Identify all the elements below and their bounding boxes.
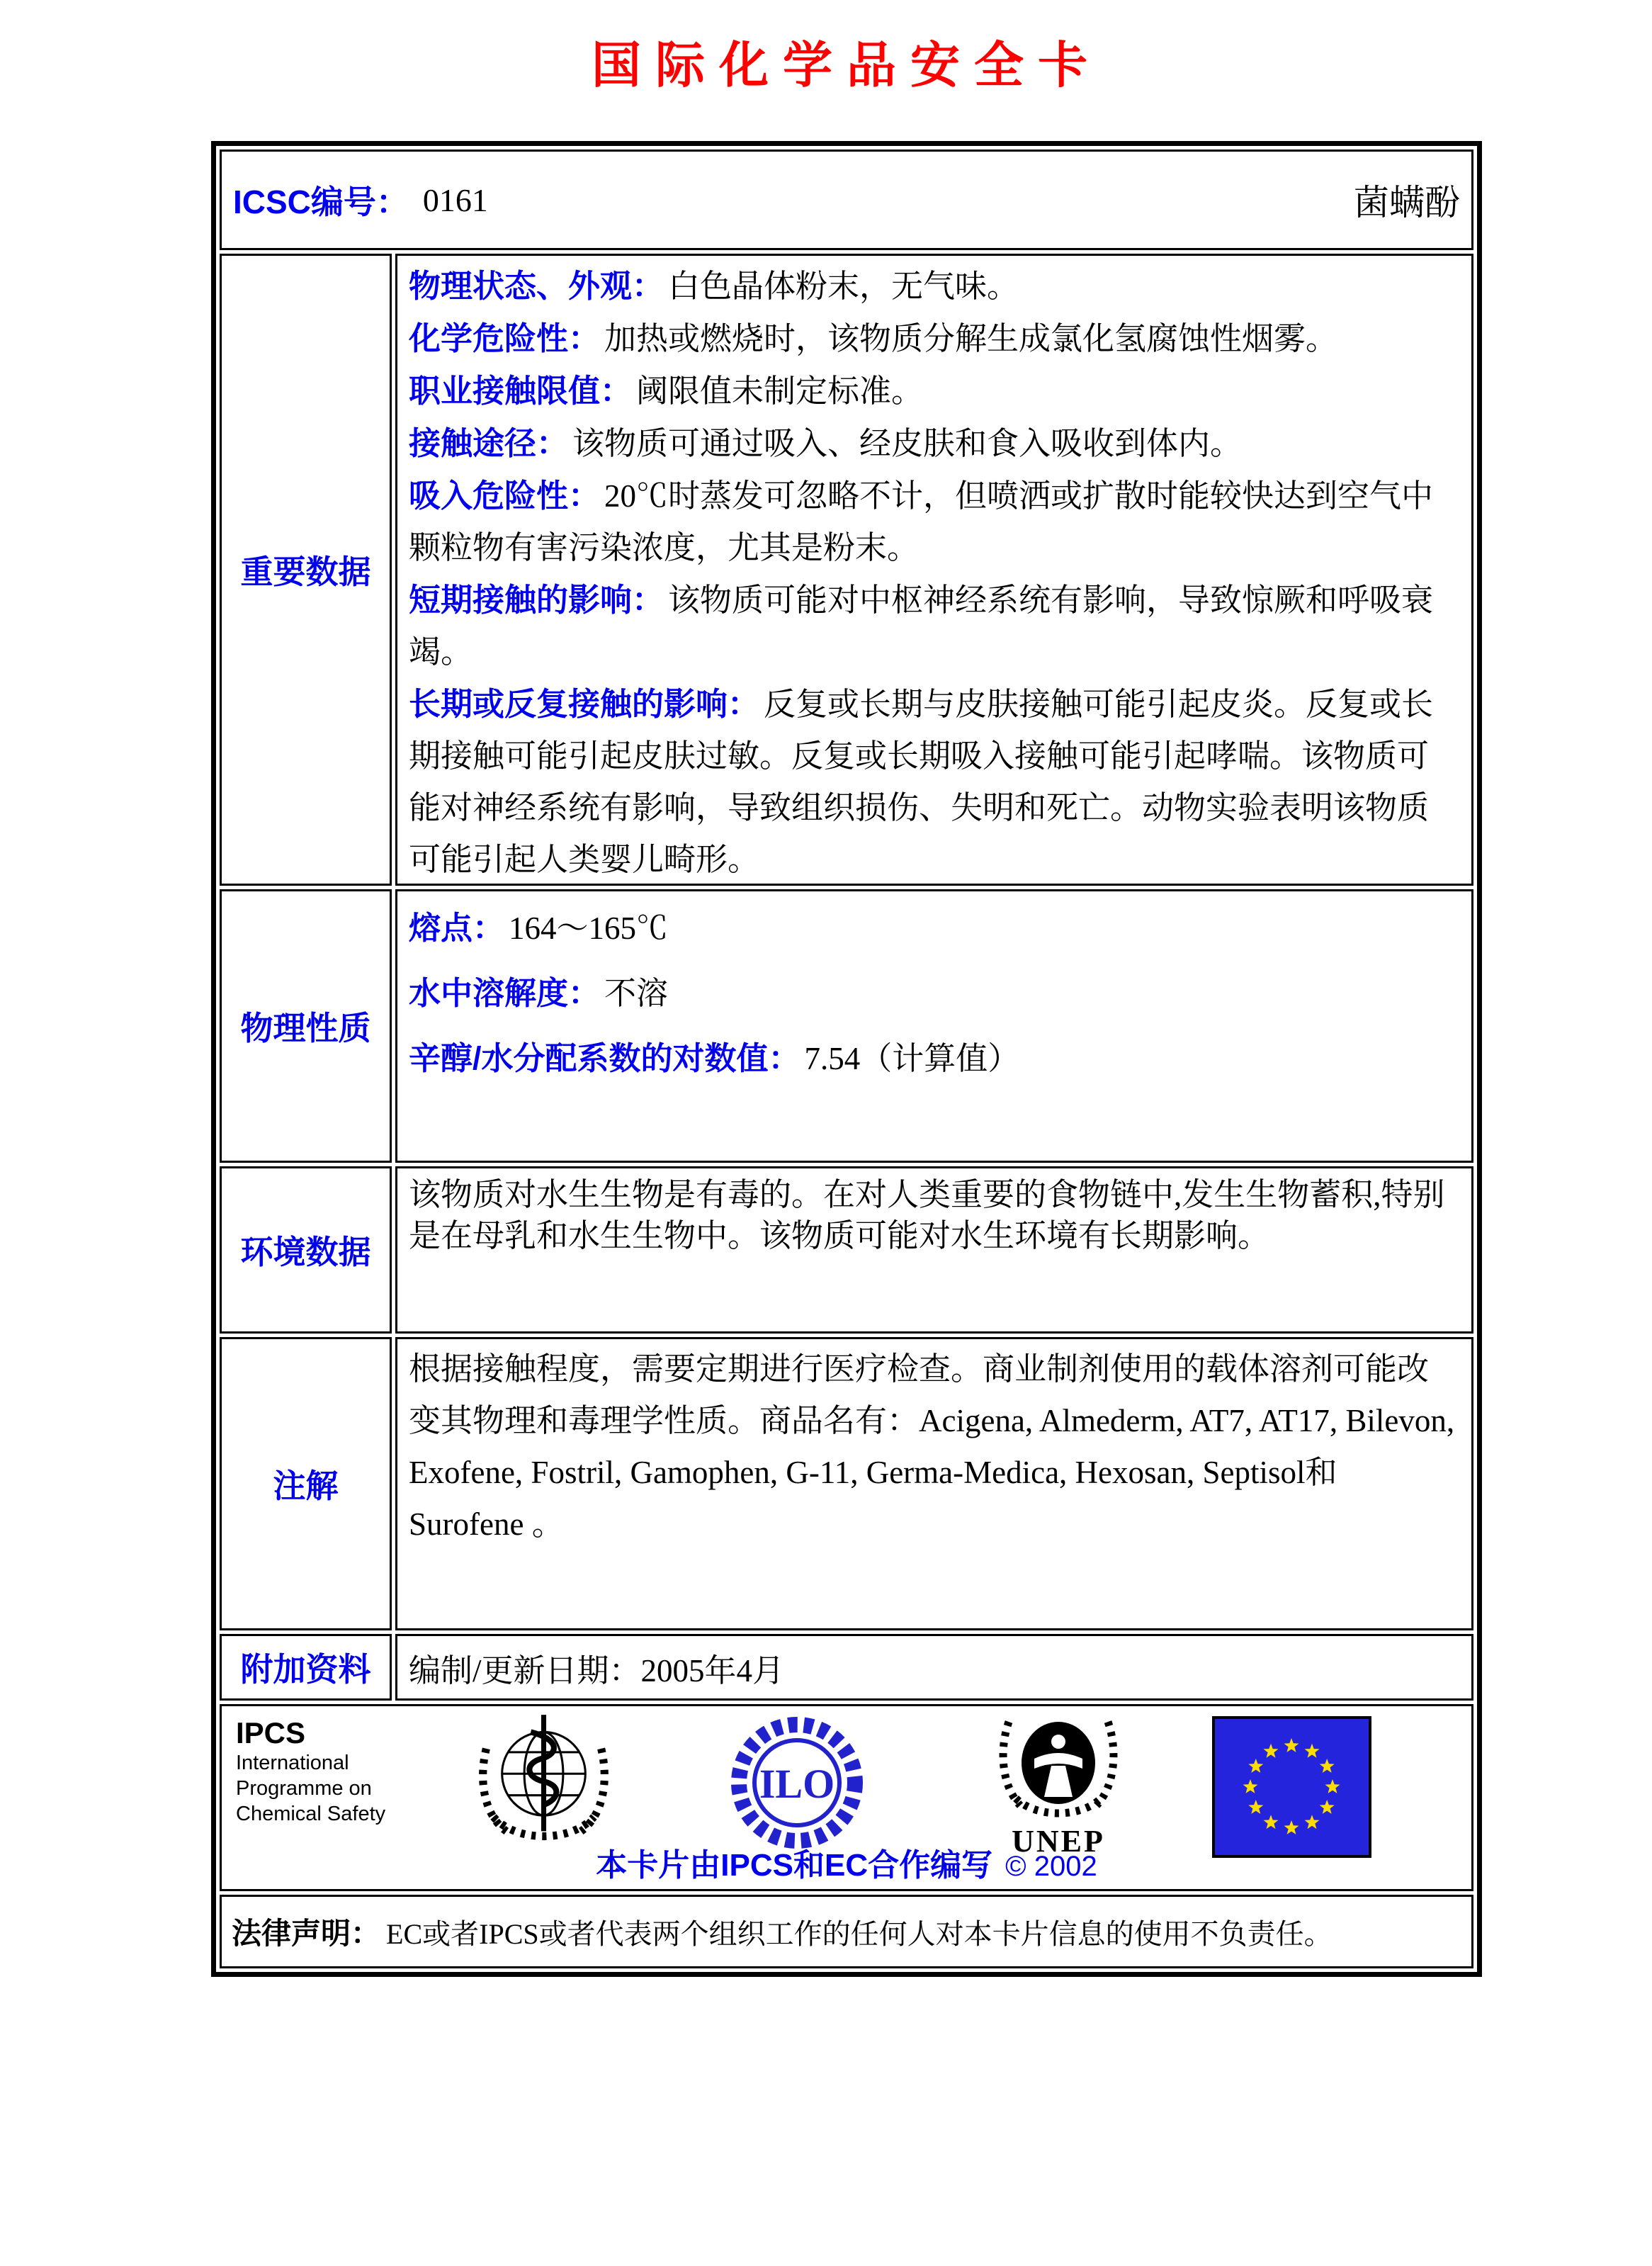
physical-properties-heading: 物理性质	[220, 889, 392, 1163]
icsc-number-row	[220, 150, 1473, 250]
field-label: 长期或反复接触的影响：	[409, 686, 760, 722]
legal-label: 法律声明：	[232, 1917, 381, 1950]
environmental-data-row	[220, 1166, 1473, 1334]
important-data-item	[409, 417, 1460, 470]
update-date-value: 2005年4月	[640, 1652, 785, 1689]
icsc-number-cell	[220, 150, 1473, 250]
unep-caption: UNEP	[1012, 1824, 1105, 1859]
field-value: 阈限值未制定标准。	[636, 373, 924, 409]
notes-heading: 注解	[220, 1337, 392, 1630]
physical-property-item	[409, 896, 1460, 961]
field-value: 不溶	[604, 976, 669, 1011]
notes-text: 根据接触程度，需要定期进行医疗检查。商业制剂使用的载体溶剂可能改变其物理和毒理学性质。商品名有：Acigena, Almederm, AT7, AT17, Bilevon, Exofene, Fostril, Gamophen, G-11, Germa-Medica, Hexosan, Septisol和 Surofene 。	[409, 1351, 1455, 1542]
field-value: 该物质可能对中枢神经系统有影响，导致惊厥和呼吸衰竭。	[409, 582, 1434, 670]
field-value: 164～165℃	[509, 911, 669, 946]
field-label: 接触途径：	[409, 425, 569, 461]
field-value: 20℃时蒸发可忽略不计，但喷洒或扩散时能较快达到空气中颗粒物有害污染浓度，尤其是粉末。	[409, 478, 1434, 565]
field-value: 白色晶体粉末，无气味。	[668, 269, 1019, 304]
field-label: 职业接触限值：	[409, 373, 633, 409]
field-value: 反复或长期与皮肤接触可能引起皮炎。反复或长期接触可能引起皮肤过敏。反复或长期吸入接触可能引起哮喘。该物质可能对神经系统有影响，导致组织损伤、失明和死亡。动物实验表明该物质可能引起人类婴儿畸形。	[409, 687, 1434, 877]
important-data-item	[409, 678, 1460, 886]
attribution-text: 本卡片由IPCS和EC合作编写	[596, 1848, 993, 1883]
additional-info-heading: 附加资料	[220, 1634, 392, 1701]
field-label: 物理状态、外观：	[409, 268, 664, 304]
unep-logo-block	[984, 1708, 1133, 1859]
important-data-item	[409, 574, 1460, 678]
field-label: 化学危险性：	[409, 320, 601, 356]
important-data-item	[409, 312, 1460, 365]
field-value: 加热或燃烧时，该物质分解生成氯化氢腐蚀性烟雾。	[604, 321, 1338, 356]
physical-property-item	[409, 1026, 1460, 1091]
attribution-line	[222, 1839, 1471, 1885]
physical-properties-content	[395, 889, 1473, 1163]
environmental-data-heading: 环境数据	[220, 1166, 392, 1334]
ipcs-line: International	[236, 1752, 349, 1774]
icsc-card	[211, 141, 1482, 1977]
field-label: 短期接触的影响：	[409, 582, 664, 618]
icsc-number-group	[233, 176, 488, 223]
page-title: 国际化学品安全卡	[592, 35, 1102, 94]
important-data-heading: 重要数据	[220, 254, 392, 886]
icsc-number-value: 0161	[422, 181, 488, 218]
legal-text: EC或者IPCS或者代表两个组织工作的任何人对本卡片信息的使用不负责任。	[386, 1917, 1333, 1950]
field-label: 吸入危险性：	[409, 478, 601, 514]
additional-info-content	[395, 1634, 1473, 1701]
physical-property-item	[409, 961, 1460, 1026]
logos-row	[220, 1704, 1473, 1891]
ipcs-text-block	[236, 1716, 385, 1827]
field-label: 水中溶解度：	[409, 975, 601, 1011]
ilo-logo-icon	[726, 1712, 868, 1857]
chemical-name: 菌螨酚	[1354, 183, 1460, 222]
environmental-data-text: 该物质对水生生物是有毒的。在对人类重要的食物链中,发生生物蓄积,特别是在母乳和水生生物中。该物质可能对水生环境有长期影响。	[409, 1177, 1445, 1253]
environmental-data-content	[395, 1166, 1473, 1334]
unep-logo-icon	[988, 1708, 1129, 1828]
important-data-item	[409, 470, 1460, 574]
field-label: 熔点：	[409, 910, 505, 946]
important-data-row	[220, 254, 1473, 886]
ilo-logo-text: ILO	[759, 1761, 835, 1807]
update-date-label: 编制/更新日期：	[409, 1652, 641, 1689]
copyright-text: © 2002	[1005, 1851, 1097, 1882]
ipcs-heading: IPCS	[236, 1716, 306, 1749]
legal-cell	[220, 1895, 1473, 1968]
physical-properties-row	[220, 889, 1473, 1163]
notes-content	[395, 1337, 1473, 1630]
additional-info-row	[220, 1634, 1473, 1701]
important-data-item	[409, 365, 1460, 417]
field-label: 辛醇/水分配系数的对数值：	[409, 1040, 800, 1076]
ipcs-line: Programme on	[236, 1777, 372, 1800]
field-value: 7.54（计算值）	[804, 1041, 1020, 1076]
notes-row	[220, 1337, 1473, 1630]
field-value: 该物质可通过吸入、经皮肤和食入吸收到体内。	[572, 426, 1243, 461]
important-data-item	[409, 260, 1460, 312]
icsc-number-label: ICSC编号：	[233, 184, 409, 220]
logos-cell	[220, 1704, 1473, 1891]
legal-row	[220, 1895, 1473, 1968]
important-data-content	[395, 254, 1473, 886]
ipcs-line: Chemical Safety	[236, 1803, 386, 1825]
